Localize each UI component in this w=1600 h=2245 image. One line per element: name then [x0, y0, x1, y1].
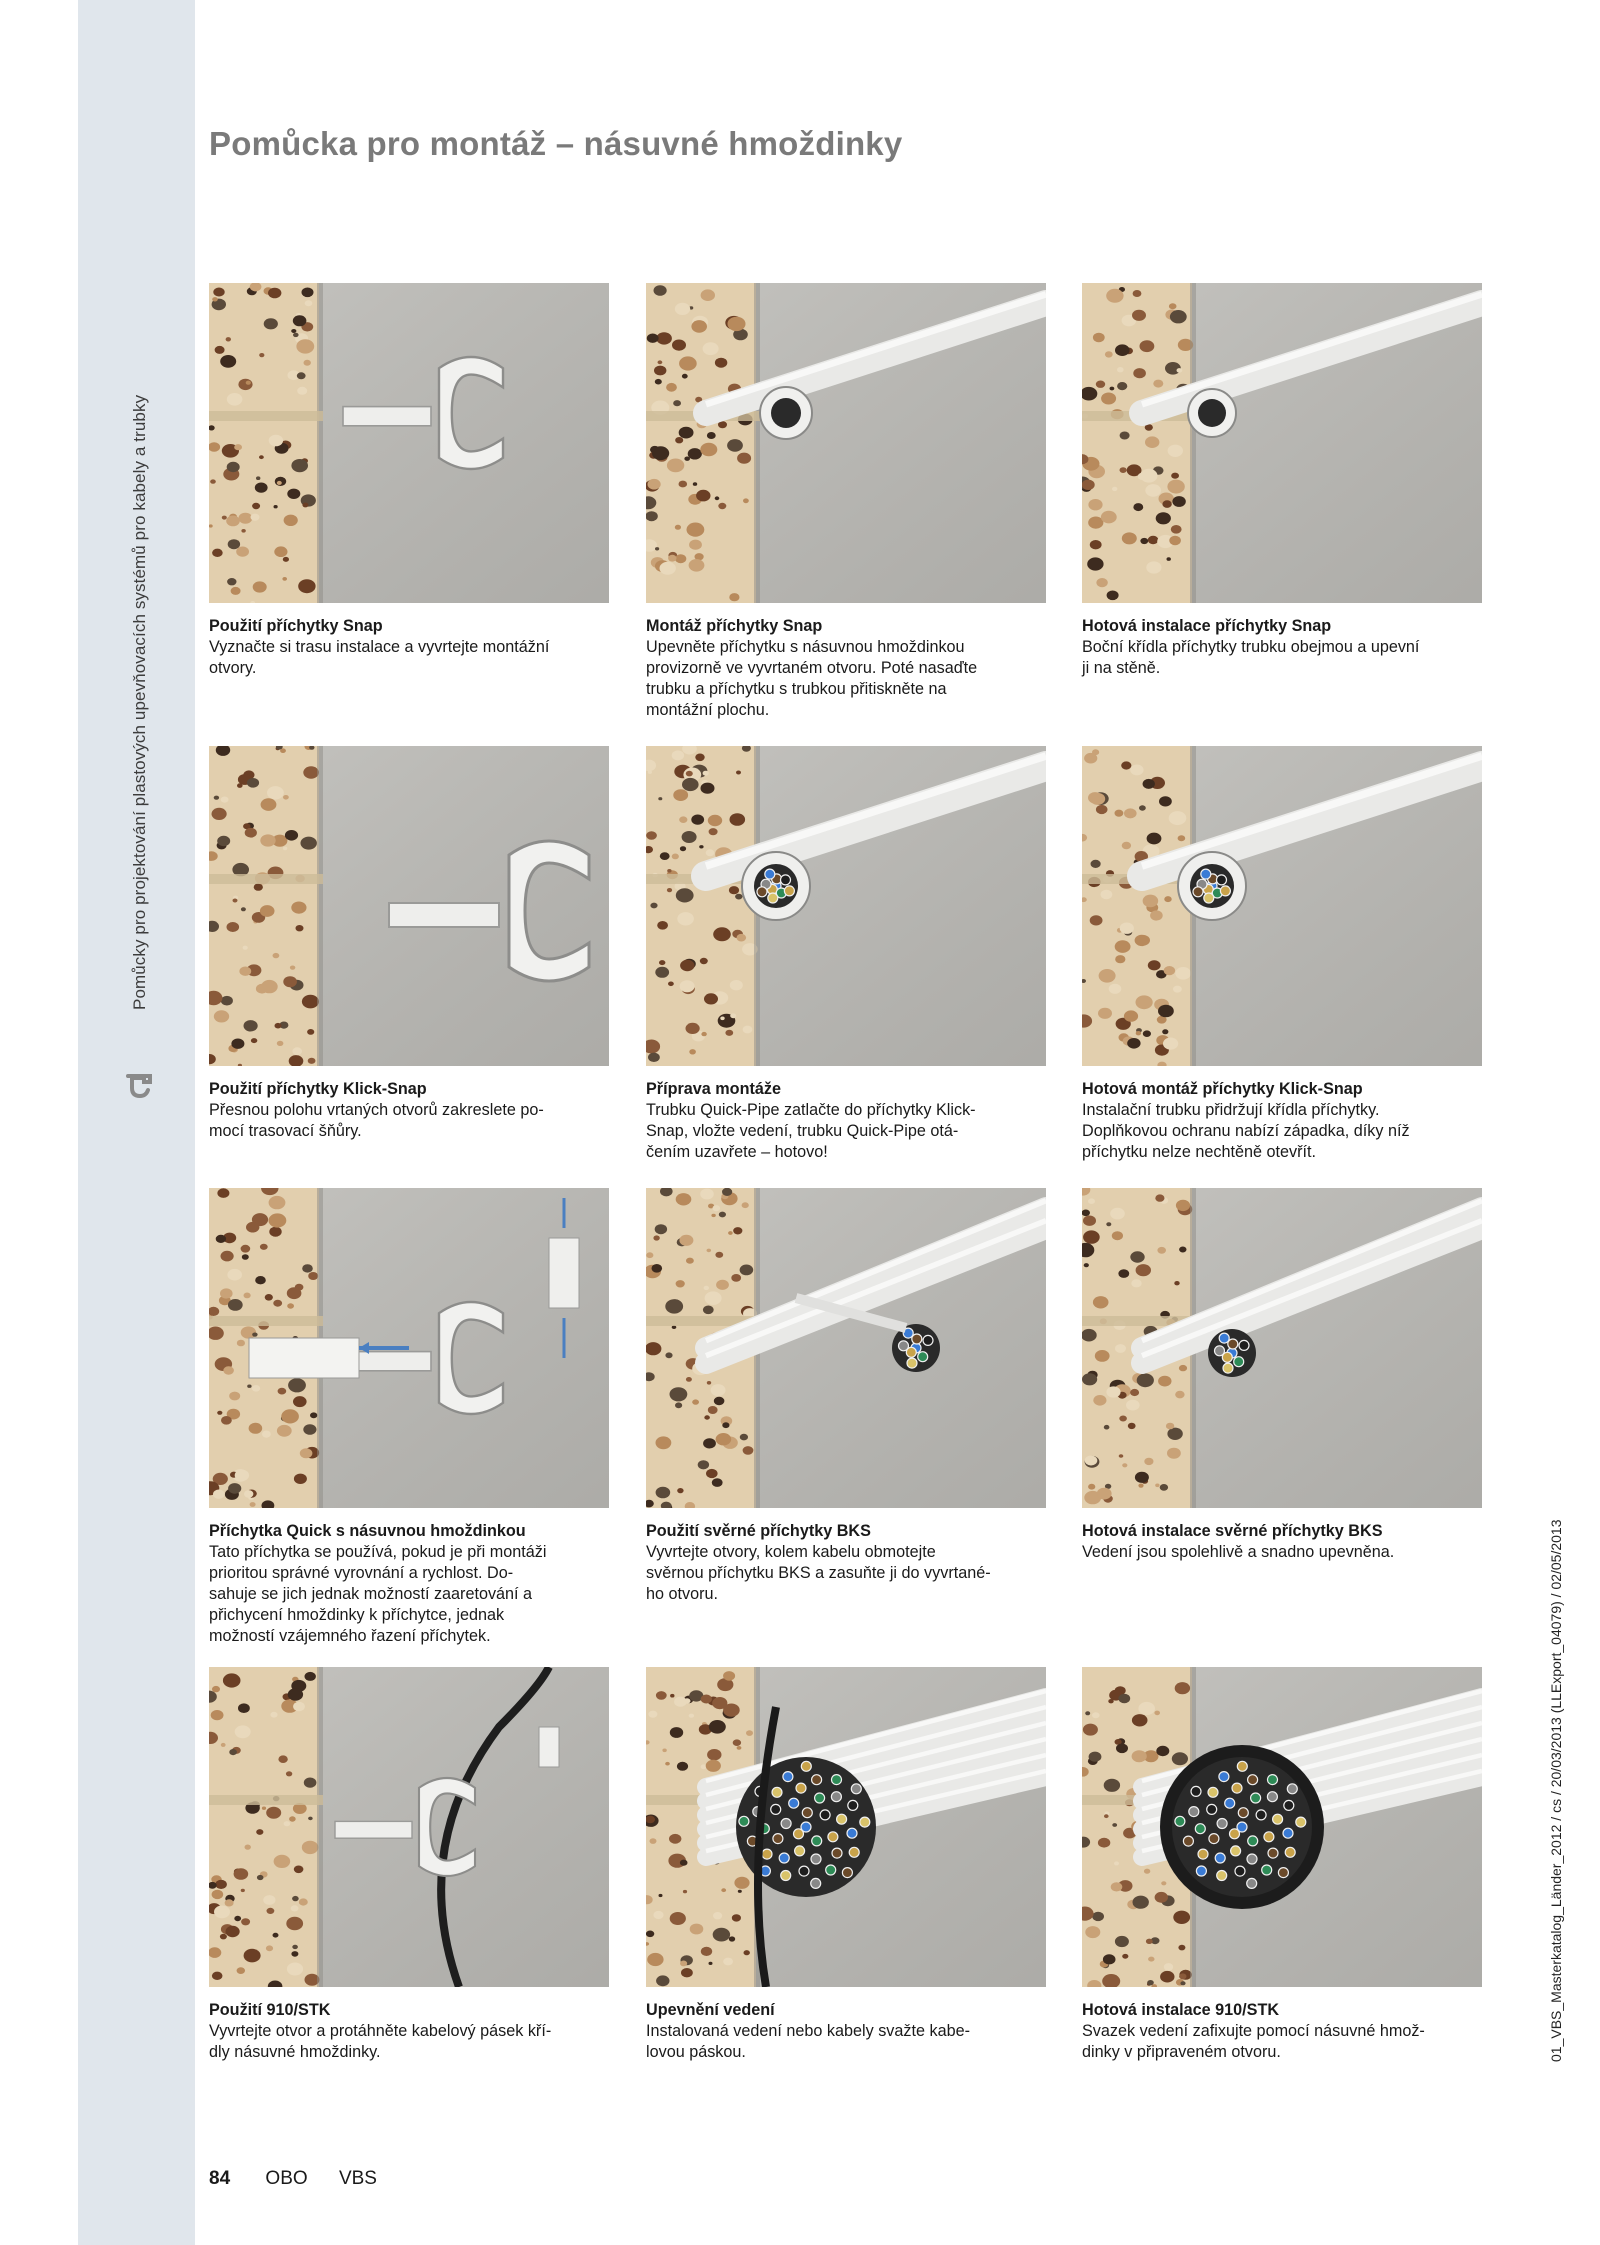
step-caption: [646, 2000, 1046, 2063]
footer-brand: OBO: [265, 2168, 308, 2189]
step-description: Svazek vedení zafixujte pomocí násuvné hmož- dinky v připraveném otvoru.: [1082, 2022, 1425, 2061]
page-title: Pomůcka pro montáž – násuvné hmoždinky: [209, 125, 903, 162]
step-description: Vyvrtejte otvor a protáhněte kabelový pásek kří- dly násuvné hmoždinky.: [209, 2022, 552, 2061]
sidebar-vertical-label: Pomůcky pro projektování plastových upevňovacích systémů pro kabely a trubky: [130, 394, 149, 1010]
step-description: Přesnou polohu vrtaných otvorů zakreslete po- mocí trasovací šňůry.: [209, 1101, 544, 1140]
obo-logo-icon: [120, 1068, 158, 1104]
instruction-step: [646, 1667, 1046, 2063]
sidebar-band: [78, 0, 195, 2245]
step-description: Vyvrtejte otvory, kolem kabelu obmotejte svěrnou příchytku BKS a zasuňte ji do vyvrtané- ho otvoru.: [646, 1543, 991, 1603]
step-caption: [646, 1079, 1046, 1163]
step-description: Vedení jsou spolehlivě a snadno upevněna.: [1082, 1543, 1395, 1561]
step-caption: [1082, 616, 1482, 679]
step-photo: [1082, 746, 1482, 1066]
step-caption: [209, 1521, 609, 1647]
step-title: Použití svěrné příchytky BKS: [646, 1522, 871, 1540]
step-caption: [646, 1521, 1046, 1605]
step-photo: [209, 746, 609, 1066]
step-title: Hotová montáž příchytky Klick-Snap: [1082, 1080, 1363, 1098]
step-photo: [1082, 1188, 1482, 1508]
step-photo: [646, 283, 1046, 603]
instruction-step: [1082, 1667, 1482, 2063]
step-caption: [1082, 2000, 1482, 2063]
instruction-step: [646, 746, 1046, 1163]
step-title: Hotová instalace 910/STK: [1082, 2001, 1280, 2019]
step-title: Použití 910/STK: [209, 2001, 331, 2019]
step-photo: [209, 1667, 609, 1987]
step-title: Příchytka Quick s násuvnou hmoždinkou: [209, 1522, 526, 1540]
step-description: Tato příchytka se používá, pokud je při montáži prioritou správné vyrovnání a rychlost. Do- sahuje se jich jednak možností zaaretování a přichycení hmoždinky k příchytce, jednak možností vzájemného řazení příchytek.: [209, 1543, 547, 1645]
instruction-step: [646, 283, 1046, 721]
step-photo: [646, 746, 1046, 1066]
instruction-step: [209, 1188, 609, 1647]
instruction-step: [209, 1667, 609, 2063]
instruction-step: [1082, 1188, 1482, 1563]
step-title: Použití příchytky Snap: [209, 617, 383, 635]
page-footer: [209, 2168, 377, 2190]
step-title: Upevnění vedení: [646, 2001, 775, 2019]
instruction-step: [1082, 283, 1482, 679]
step-photo: [1082, 1667, 1482, 1987]
print-metadata: 01_VBS_Masterkatalog_Länder_2012 / cs / 20/03/2013 (LLExport_04079) / 02/05/2013: [1548, 1519, 1564, 2062]
instruction-step: [209, 283, 609, 679]
step-caption: [209, 1079, 609, 1142]
step-photo: [1082, 283, 1482, 603]
step-caption: [1082, 1521, 1482, 1563]
sidebar: [0, 0, 195, 2245]
step-title: Hotová instalace příchytky Snap: [1082, 617, 1332, 635]
step-title: Příprava montáže: [646, 1080, 781, 1098]
instruction-step: [1082, 746, 1482, 1163]
step-photo: [646, 1188, 1046, 1508]
step-photo: [209, 283, 609, 603]
instruction-grid: [209, 283, 1483, 2063]
step-title: Hotová instalace svěrné příchytky BKS: [1082, 1522, 1383, 1540]
step-caption: [209, 616, 609, 679]
footer-section: VBS: [338, 2168, 377, 2189]
step-caption: [1082, 1079, 1482, 1163]
step-description: Vyznačte si trasu instalace a vyvrtejte montážní otvory.: [209, 638, 550, 677]
step-title: Montáž příchytky Snap: [646, 617, 823, 635]
step-photo: [209, 1188, 609, 1508]
step-caption: [209, 2000, 609, 2063]
step-description: Instalovaná vedení nebo kabely svažte kabe- lovou páskou.: [646, 2022, 970, 2061]
instruction-step: [646, 1188, 1046, 1605]
step-caption: [646, 616, 1046, 721]
step-description: Boční křídla příchytky trubku obejmou a upevní ji na stěně.: [1082, 638, 1420, 677]
step-photo: [646, 1667, 1046, 1987]
step-description: Upevněte příchytku s násuvnou hmoždinkou provizorně ve vyvrtaném otvoru. Poté nasaďte trubku a příchytku s trubkou přitiskněte na montážní plochu.: [646, 638, 978, 719]
page-number: 84: [209, 2168, 231, 2189]
step-description: Trubku Quick-Pipe zatlačte do příchytky Klick- Snap, vložte vedení, trubku Quick-Pipe otá- čením uzavřete – hotovo!: [646, 1101, 976, 1161]
step-description: Instalační trubku přidržují křídla příchytky. Doplňkovou ochranu nabízí západka, díky níž příchytku nelze nechtěně otevřít.: [1082, 1101, 1410, 1161]
instruction-step: [209, 746, 609, 1142]
step-title: Použití příchytky Klick-Snap: [209, 1080, 427, 1098]
